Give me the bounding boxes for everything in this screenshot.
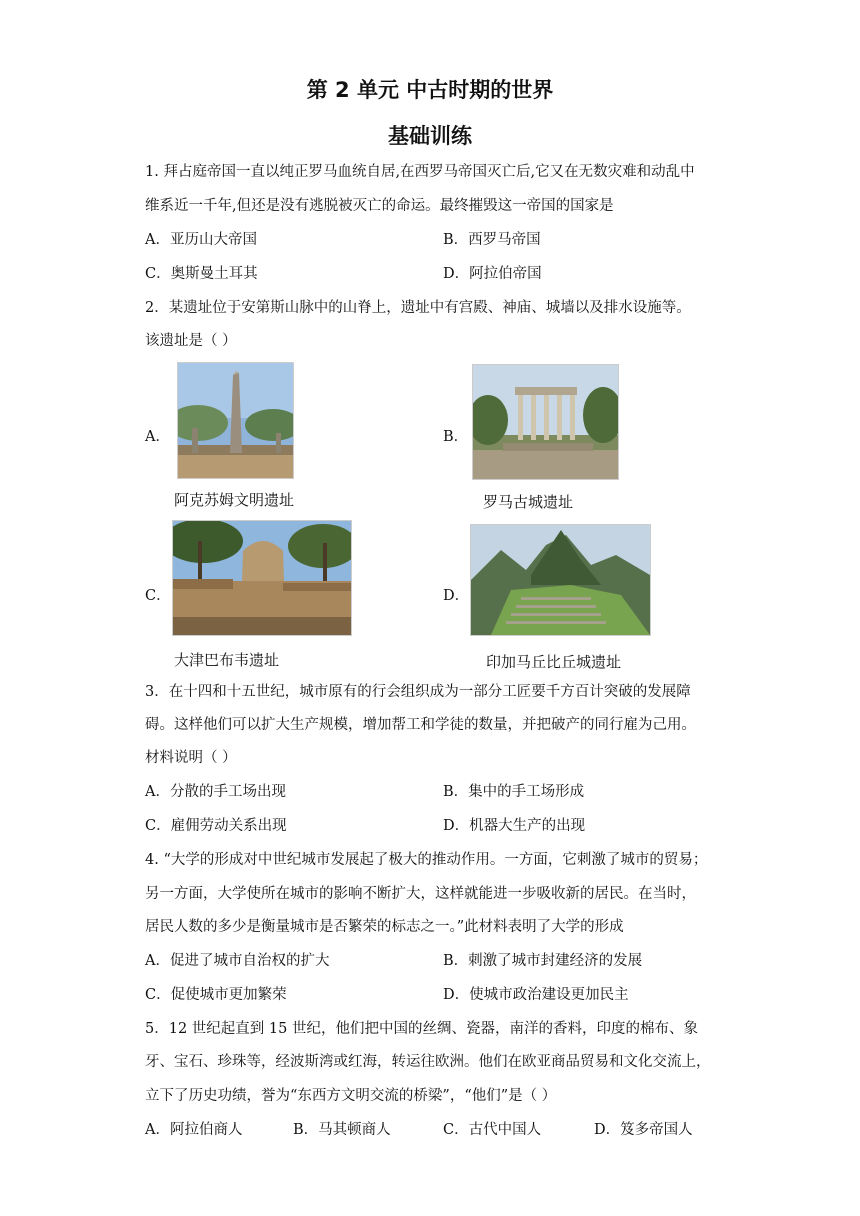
q2-caption-b: 罗马古城遗址 — [483, 493, 574, 511]
q3-stem-line2: 碍。这样他们可以扩大生产规模，增加帮工和学徒的数量，并把破产的同行雇为己用。 — [145, 717, 696, 733]
q2-caption-d: 印加马丘比丘城遗址 — [486, 653, 622, 671]
q4-stem-line1: 4. “大学的形成对中世纪城市发展起了极大的推动作用。一方面，它刺激了城市的贸易； — [145, 852, 708, 868]
q1-option-a: A．亚历山大帝国 — [145, 232, 257, 248]
q3-option-c: C．雇佣劳动关系出现 — [145, 818, 287, 834]
q5-stem-line2: 牙、宝石、珍珠等，经波斯湾或红海，转运往欧洲。他们在欧亚商品贸易和文化交流上， — [145, 1054, 711, 1070]
q2-option-b-letter: B． — [443, 429, 469, 445]
q5-option-c: C．古代中国人 — [443, 1122, 542, 1138]
q3-option-a: A．分散的手工场出现 — [145, 784, 286, 800]
q2-option-c-letter: C． — [145, 588, 171, 604]
q1-option-b: B．西罗马帝国 — [443, 232, 541, 248]
q2-caption-c: 大津巴布韦遗址 — [174, 651, 280, 669]
great-zimbabwe-image — [172, 520, 352, 636]
q2-stem-line1: 2．某遗址位于安第斯山脉中的山脊上，遗址中有宫殿、神庙、城墙以及排水设施等。 — [145, 300, 691, 316]
q2-stem-line2: 该遗址是（ ） — [145, 333, 237, 349]
q4-stem-line2: 另一方面，大学使所在城市的影响不断扩大，这样就能进一步吸收新的居民。在当时， — [145, 886, 696, 902]
q3-stem-line1: 3．在十四和十五世纪，城市原有的行会组织成为一部分工匠要千方百计突破的发展障 — [145, 684, 691, 700]
q4-option-a: A．促进了城市自治权的扩大 — [145, 953, 330, 969]
q2-option-a-letter: A． — [145, 429, 170, 445]
q4-option-d: D．使城市政治建设更加民主 — [443, 987, 629, 1003]
q1-option-d: D．阿拉伯帝国 — [443, 266, 542, 282]
q3-stem-line3: 材料说明（ ） — [145, 750, 237, 766]
q5-stem-line1: 5．12 世纪起直到 15 世纪，他们把中国的丝绸、瓷器，南洋的香料，印度的棉布、象 — [145, 1021, 698, 1037]
q5-stem-line3: 立下了历史功绩，誉为“东西方文明交流的桥梁”，“他们”是（ ） — [145, 1088, 557, 1104]
q1-stem-line2: 维系近一千年,但还是没有逃脱被灭亡的命运。最终摧毁这一帝国的国家是 — [145, 198, 614, 214]
q5-option-d: D．笈多帝国人 — [594, 1122, 693, 1138]
q4-option-b: B．刺激了城市封建经济的发展 — [443, 953, 643, 969]
machu-picchu-image — [470, 524, 651, 636]
unit-title: 第 2 单元 中古时期的世界 — [306, 78, 554, 102]
q4-option-c: C．促使城市更加繁荣 — [145, 987, 287, 1003]
q2-caption-a: 阿克苏姆文明遗址 — [174, 491, 295, 509]
q4-stem-line3: 居民人数的多少是衡量城市是否繁荣的标志之一。”此材料表明了大学的形成 — [145, 919, 624, 935]
rome-ruins-image — [472, 364, 619, 480]
q1-stem-line1: 1. 拜占庭帝国一直以纯正罗马血统自居,在西罗马帝国灭亡后,它又在无数灾难和动乱中 — [145, 164, 695, 180]
q3-option-d: D．机器大生产的出现 — [443, 818, 586, 834]
q3-option-b: B．集中的手工场形成 — [443, 784, 585, 800]
section-title: 基础训练 — [388, 124, 472, 148]
q5-option-a: A．阿拉伯商人 — [145, 1122, 243, 1138]
q5-option-b: B．马其顿商人 — [293, 1122, 391, 1138]
q2-option-d-letter: D． — [443, 588, 470, 604]
q1-option-c: C．奥斯曼土耳其 — [145, 266, 258, 282]
aksum-obelisk-image — [177, 362, 294, 479]
